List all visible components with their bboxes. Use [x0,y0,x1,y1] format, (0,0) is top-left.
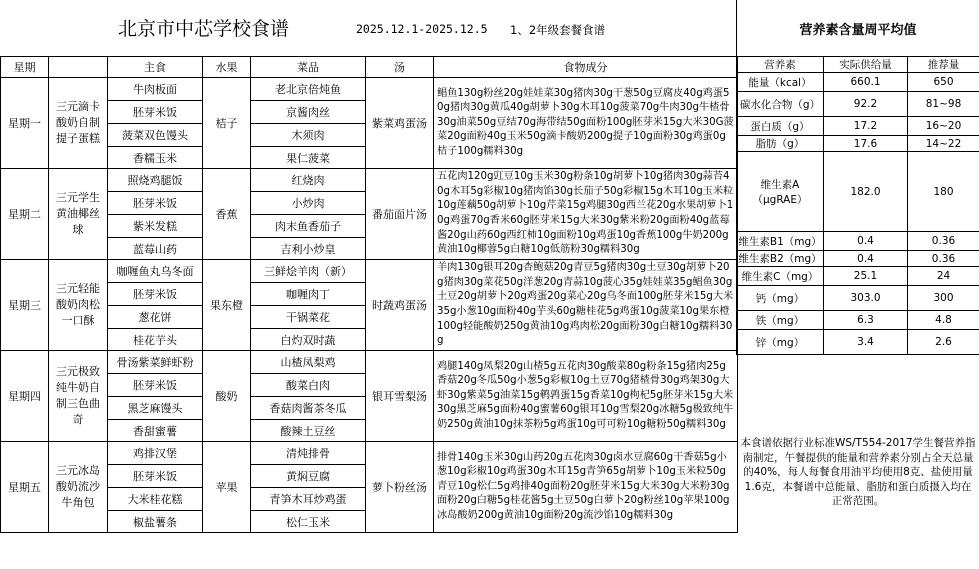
col-dish: 菜品 [251,57,366,78]
nutrient-actual: 0.4 [824,232,908,251]
menu-table [0,56,738,533]
nutrient-actual: 92.2 [824,92,908,117]
soup-cell: 萝卜粉丝汤 [366,442,434,533]
staple-cell: 胚芽米饭 [108,465,203,488]
weekday-cell: 星期三 [1,260,49,351]
nutrient-actual: 6.3 [824,311,908,330]
staple-cell: 蓝莓山药 [108,238,203,260]
dish-cell: 木须肉 [251,124,366,147]
staple-cell: 照烧鸡腿饭 [108,169,203,192]
nutrition-row [737,251,979,267]
nutrient-recommended: 650 [908,73,979,92]
nutrient-recommended: 4.8 [908,311,979,330]
milk-snack-cell: 三元轻能酸奶肉松一口酥 [49,260,108,351]
fruit-cell: 桔子 [203,78,251,169]
staple-cell: 椒盐薯条 [108,511,203,533]
dish-cell: 果仁菠菜 [251,147,366,169]
dish-cell: 清炖排骨 [251,442,366,465]
col-staple: 主食 [108,57,203,78]
nutrient-actual: 3.4 [824,330,908,355]
nutrient-name: 钙（mg） [737,286,824,311]
col-milk [49,57,108,78]
day-row [1,78,738,101]
staple-cell: 香甜蜜薯 [108,420,203,442]
nutrient-name: 维生素B2（mg） [737,251,824,267]
nutrient-recommended: 16~20 [908,117,979,136]
fruit-cell: 香蕉 [203,169,251,260]
nutrient-actual: 17.6 [824,136,908,152]
nutrition-note: 本食谱依据行业标准WS/T554-2017学生餐营养指南制定，午餐提供的能量和营养素分别占全天总量的40%，每人每餐食用油平均使用8克、盐使用量1.6克，本餐谱中总能量、脂肪和蛋白质摄入均在正常范围。 [740,437,976,507]
day-row [1,169,738,192]
dish-cell: 白灼双时蔬 [251,329,366,351]
day-row [1,442,738,465]
ingredients-cell: 鲳鱼130g粉丝20g娃娃菜30g猪肉30g干葱50g豆腐皮40g鸡蛋50g猪肉30g黄瓜40g胡萝卜30g木耳10g菠菜70g牛肉30g牛楂骨30g油菜50g豆结70g海带结50g面粉100g胚芽米15g大米30G菠菜20g面粉40g玉米50g滴卡酸奶200g提子10g面粉30g鸡蛋0g桔子100g糯料30g [434,78,738,169]
weekday-cell: 星期五 [1,442,49,533]
col-ingredients: 食物成分 [434,57,738,78]
dish-cell: 黄焖豆腐 [251,465,366,488]
dish-cell: 老北京倍炖鱼 [251,78,366,101]
nutrient-recommended: 300 [908,286,979,311]
nutrient-actual: 17.2 [824,117,908,136]
dish-cell: 青笋木耳炒鸡蛋 [251,488,366,511]
nutrition-row [737,330,979,355]
ingredients-cell: 排骨140g玉米30g山药20g五花肉30g卤水豆腐60g干香菇5g小葱10g彩椒10g鸡蛋30g木耳15g青笋65g胡萝卜10g玉米粒50g青豆10g松仁5g鸡排40g面粉20g胚芽米15g大米30g大米粉30g面粉20g白糖5g桂花酱5g土豆50g白萝卜20g粉丝10g苹果100g冰岛酸奶200g黄油10g面粉20g流沙馅10g糯料30g [434,442,738,533]
dish-cell: 三鲜烩羊肉（新） [251,260,366,283]
soup-cell: 紫菜鸡蛋汤 [366,78,434,169]
nutrient-recommended: 81~98 [908,92,979,117]
staple-cell: 菠菜双色馒头 [108,124,203,147]
dish-cell: 松仁玉米 [251,511,366,533]
dish-cell: 肉末鱼香茄子 [251,215,366,238]
nutrition-row [737,117,979,136]
weekday-cell: 星期一 [1,78,49,169]
menu-header-row [1,57,738,78]
grade-subtitle: 1、2年级套餐食谱 [510,23,606,37]
nutrient-recommended: 0.36 [908,232,979,251]
staple-cell: 胚芽米饭 [108,101,203,124]
dish-cell: 酸辣土豆丝 [251,420,366,442]
nut-col-actual: 实际供给量 [824,57,908,73]
date-range: 2025.12.1-2025.12.5 [356,22,488,36]
staple-cell: 大米桂花糕 [108,488,203,511]
nutrient-recommended: 180 [908,152,979,232]
nutrient-name: 脂肪（g） [737,136,824,152]
nutrient-name: 维生素B1（mg） [737,232,824,251]
soup-cell: 银耳雪梨汤 [366,351,434,442]
nutrition-row [737,311,979,330]
milk-snack-cell: 三元学生黄油椰丝球 [49,169,108,260]
nutrition-row [737,232,979,251]
nutrition-row [737,267,979,286]
day-row [1,260,738,283]
nutrient-actual: 303.0 [824,286,908,311]
milk-snack-cell: 三元冰岛酸奶流沙牛角包 [49,442,108,533]
staple-cell: 香糯玉米 [108,147,203,169]
nutrient-recommended: 0.36 [908,251,979,267]
nutrient-actual: 0.4 [824,251,908,267]
nut-col-name: 营养素 [737,57,824,73]
dish-cell: 干锅菜花 [251,306,366,329]
nutrition-row [737,136,979,152]
ingredients-cell: 羊肉130g银耳20g杏鲍菇20g青豆5g猪肉30g土豆30g胡萝卜20g猪肉30g菜花50g洋葱20g青蒜10g菠心35g娃娃菜35g鲳鱼30g土豆20g胡萝卜20g鸡蛋20g菜心20g乌冬面100g胚芽米15g大米35g小葱10g面粉40g芋头60g糖桂花5g鸡蛋10g菠菜10g果东橙100g轻能酸奶250g黄油10g鸡肉松20g面粉30g白糖10g糯料30g [434,260,738,351]
col-soup: 汤 [366,57,434,78]
nutrient-name: 锌（mg） [737,330,824,355]
staple-cell: 胚芽米饭 [108,192,203,215]
nutrition-row [737,73,979,92]
staple-cell: 胚芽米饭 [108,283,203,306]
nutrient-name: 铁（mg） [737,311,824,330]
milk-snack-cell: 三元滴卡酸奶自制提子蛋糕 [49,78,108,169]
nutrient-name: 蛋白质（g） [737,117,824,136]
staple-cell: 鸡排汉堡 [108,442,203,465]
dish-cell: 京酱肉丝 [251,101,366,124]
nutrient-name: 维生素A（μgRAE） [737,152,824,232]
staple-cell: 骨汤紫菜鲜虾粉 [108,351,203,374]
nutrient-recommended: 24 [908,267,979,286]
soup-cell: 时蔬鸡蛋汤 [366,260,434,351]
dish-cell: 酸菜白肉 [251,374,366,397]
nutrient-actual: 182.0 [824,152,908,232]
nutrition-row [737,152,979,232]
nutrition-title: 营养素含量周平均值 [736,0,979,56]
page-title: 北京市中芯学校食谱 [118,18,290,40]
dish-cell: 香菇肉酱茶冬瓜 [251,397,366,420]
staple-cell: 咖喱鱼丸乌冬面 [108,260,203,283]
nutrient-recommended: 14~22 [908,136,979,152]
dish-cell: 红烧肉 [251,169,366,192]
nut-col-recommended: 推荐量 [908,57,979,73]
nutrient-actual: 660.1 [824,73,908,92]
day-row [1,351,738,374]
staple-cell: 紫米发糕 [108,215,203,238]
soup-cell: 番茄面片汤 [366,169,434,260]
menu-header [0,0,736,57]
dish-cell: 吉利小炒皇 [251,238,366,260]
nutrition-row [737,286,979,311]
nutrient-recommended: 2.6 [908,330,979,355]
nutrient-actual: 25.1 [824,267,908,286]
ingredients-cell: 五花肉120g豇豆10g玉米30g粉条10g胡萝卜10g猪肉30g蒜苔40g木耳5g彩椒10g猪肉馅30g长茄子50g彩椒15g木耳10g玉米粒10g莲藕50g胡萝卜10g芹菜15g鸡腿30g西兰花20g水果胡萝卜10g鸡蛋70g香米60g胚芽米15g大米30g紫米粉20g面粉40g蓝莓酱20g山药60g西红柿10g面粉10g鸡蛋10g香蕉100g牛奶200g黄油10g椰蓉5g白糖10g低筋粉30g糯料30g [434,169,738,260]
staple-cell: 黑芝麻馒头 [108,397,203,420]
fruit-cell: 苹果 [203,442,251,533]
nutrition-row [737,92,979,117]
weekday-cell: 星期四 [1,351,49,442]
nutrient-name: 碳水化合物（g） [737,92,824,117]
nutrient-name: 能量（kcal） [737,73,824,92]
nutrient-name: 维生素C（mg） [737,267,824,286]
dish-cell: 山楂凤梨鸡 [251,351,366,374]
dish-cell: 咖喱肉丁 [251,283,366,306]
fruit-cell: 果东橙 [203,260,251,351]
fruit-cell: 酸奶 [203,351,251,442]
nutrition-header-row [737,57,979,73]
ingredients-cell: 鸡腿140g凤梨20g山楂5g五花肉30g酸菜80g粉条15g猪肉25g香菇20g冬瓜50g小葱5g彩椒10g土豆70g猪楂骨30g鸡架30g大虾30g紫菜5g油菜15g鹌鹑蛋15g香菜10g枸杞5g胚芽米15g大米30g黑芝麻5g面粉40g蜜薯60g银耳10g雪梨20g冰糖5g极致纯牛奶250g黄油10g抹茶粉5g鸡蛋10g可可粉10g糖粉50g糯料30g [434,351,738,442]
staple-cell: 葱花饼 [108,306,203,329]
staple-cell: 桂花芋头 [108,329,203,351]
nutrition-table [736,56,979,355]
dish-cell: 小炒肉 [251,192,366,215]
staple-cell: 牛肉板面 [108,78,203,101]
milk-snack-cell: 三元极致纯牛奶自制三色曲奇 [49,351,108,442]
weekday-cell: 星期二 [1,169,49,260]
staple-cell: 胚芽米饭 [108,374,203,397]
col-fruit: 水果 [203,57,251,78]
col-weekday: 星期 [1,57,49,78]
